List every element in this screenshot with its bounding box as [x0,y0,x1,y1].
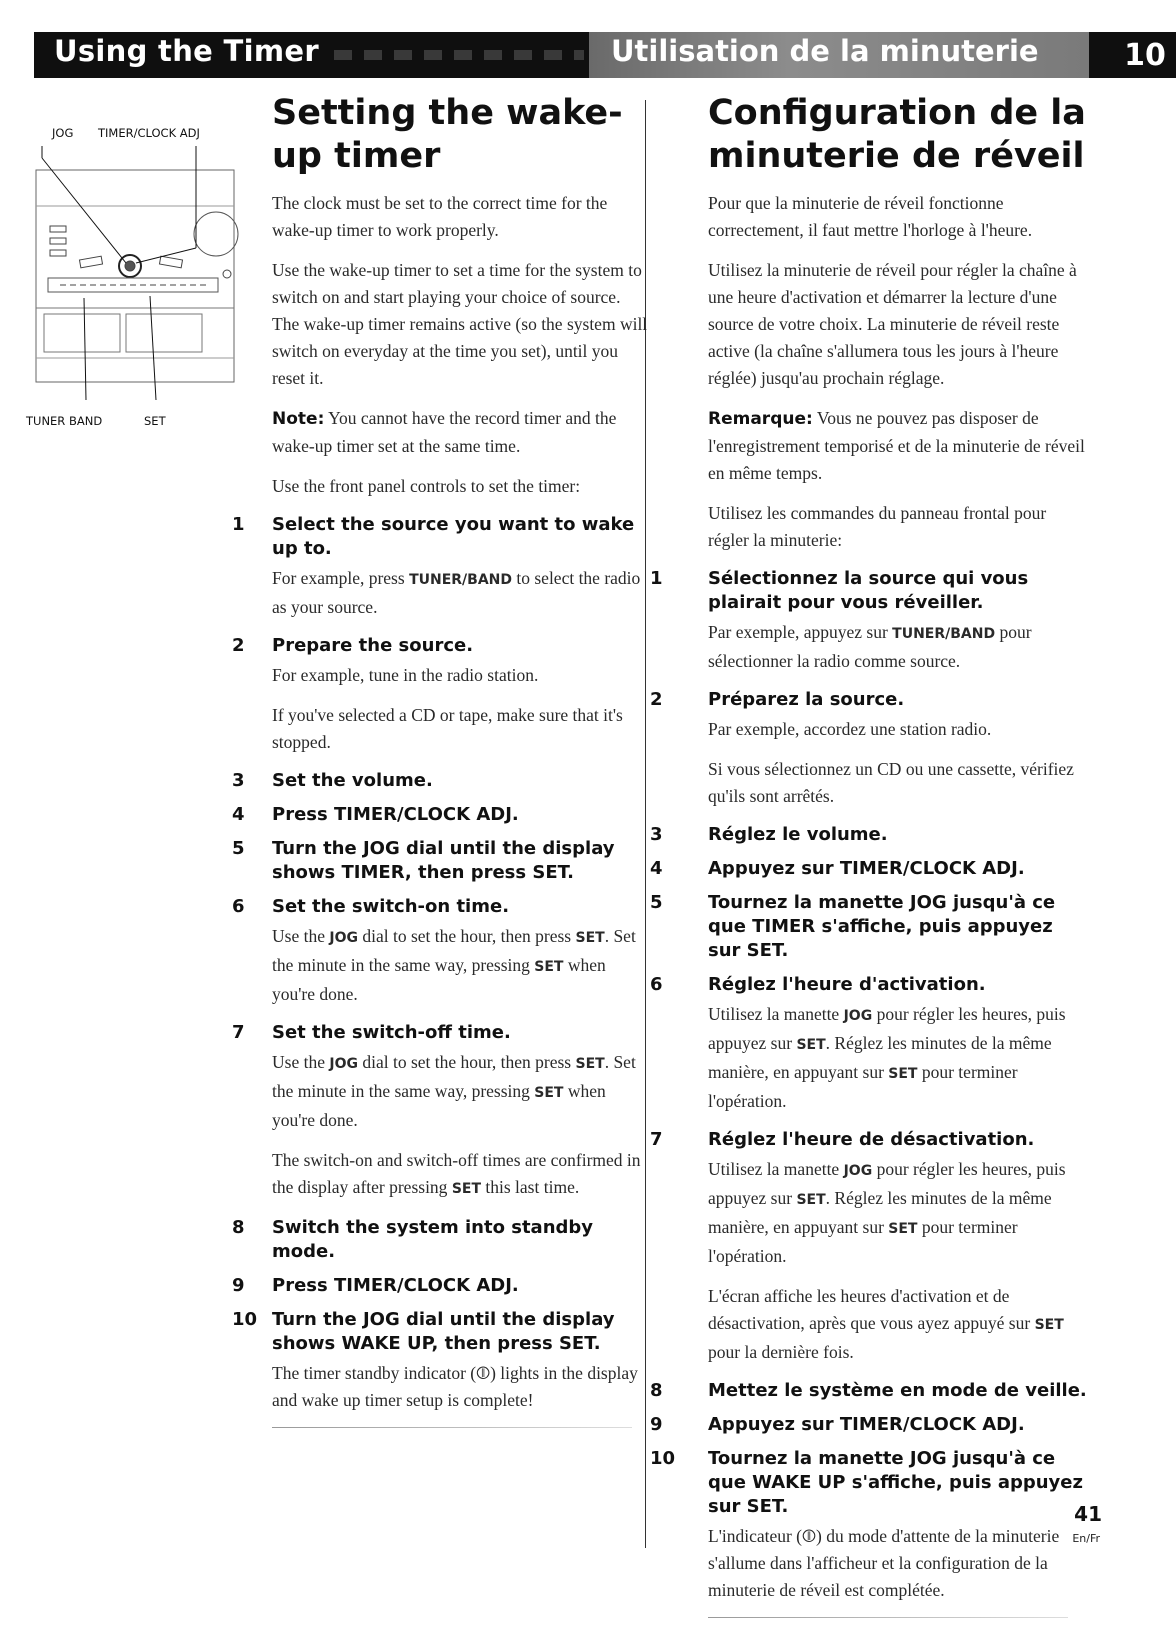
step-body: L'indicateur (⦷) du mode d'attente de la minuterie s'allume dans l'afficheur et la configuration de la minuterie de réveil est complétée. [708,1526,1060,1600]
step-title: Appuyez sur TIMER/CLOCK ADJ. [708,1414,1025,1435]
step-number: 1 [232,514,245,535]
step-title: Tournez la manette JOG jusqu'à ce que TIMER s'affiche, puis appuyez sur SET. [708,892,1056,961]
header-banner [34,32,1166,78]
step-number: 6 [232,896,245,917]
device-diagram [20,118,250,448]
step-title: Turn the JOG dial until the display shows WAKE UP, then press SET. [272,1309,615,1354]
step-number: 9 [650,1414,663,1435]
note-paragraph [272,405,650,460]
step-body: For example, press TUNER/BAND to select the radio as your source. [272,568,641,617]
french-column [650,92,1090,1618]
step-title: Select the source you want to wake up to. [272,514,635,559]
step-body: Use the JOG dial to set the hour, then press SET. Set the minute in the same way, pressing SET when you're done. [272,1052,636,1130]
step-4 [232,803,650,827]
step-title: Press TIMER/CLOCK ADJ. [272,1275,519,1296]
intro-paragraph: Pour que la minuterie de réveil fonctionne correctement, il faut mettre l'horloge à l'heure. [708,193,1033,240]
step-body: Si vous sélectionnez un CD ou une cassette, vérifiez qu'ils sont arrêtés. [708,759,1074,806]
step-8 [650,1379,1090,1403]
end-rule [272,1427,632,1428]
step-number: 3 [232,770,245,791]
end-rule [708,1617,1068,1618]
english-column [232,92,650,1428]
step-body: Par exemple, accordez une station radio. [708,719,992,739]
step-number: 2 [650,689,663,710]
header-title-en: Using the Timer [54,34,319,68]
step-title: Réglez l'heure de désactivation. [708,1129,1035,1150]
step-7 [232,1021,650,1203]
step-9 [232,1274,650,1298]
label-set: SET [144,414,166,428]
step-number: 1 [650,568,663,589]
label-jog: JOG [52,126,74,140]
timer-standby-icon: ⦷ [476,1363,491,1383]
step-6 [232,895,650,1008]
step-title: Appuyez sur TIMER/CLOCK ADJ. [708,858,1025,879]
step-title: Réglez l'heure d'activation. [708,974,986,995]
front-panel-paragraph: Utilisez les commandes du panneau frontal pour régler la minuterie: [708,503,1047,550]
note-text: You cannot have the record timer and the wake-up timer set at the same time. [272,408,617,456]
step-number: 5 [650,892,663,913]
step-title: Set the switch-on time. [272,896,510,917]
step-title: Turn the JOG dial until the display shows TIMER, then press SET. [272,838,615,883]
intro-paragraph: The clock must be set to the correct time for the wake-up timer to work properly. [272,193,608,240]
step-number: 3 [650,824,663,845]
header-title-fr: Utilisation de la minuterie [611,34,1039,68]
intro-paragraph: Utilisez la minuterie de réveil pour régler la chaîne à une heure d'activation et démarrer la lecture d'une source de votre choix. La minuterie de réveil reste active (la chaîne s'allumera tous les jours à l'heure réglée) jusqu'au prochain réglage. [708,260,1077,388]
step-number: 4 [232,804,245,825]
step-number: 10 [650,1448,676,1469]
step-title: Switch the system into standby mode. [272,1217,594,1262]
intro-paragraph: Use the wake-up timer to set a time for the system to switch on and start playing your choice of source. The wake-up timer remains active (so the system will switch on everyday at the time you set), until you reset it. [272,260,648,388]
step-title: Sélectionnez la source qui vous plairait pour vous réveiller. [708,568,1029,613]
step-body: For example, tune in the radio station. [272,665,539,685]
step-title: Mettez le système en mode de veille. [708,1380,1087,1401]
step-number: 2 [232,635,245,656]
step-number: 8 [232,1217,245,1238]
label-tuner-band: TUNER BAND [26,414,103,428]
step-1 [232,513,650,621]
step-10 [232,1308,650,1414]
section-title-fr: Configuration de la minuterie de réveil [708,93,1086,176]
step-title: Press TIMER/CLOCK ADJ. [272,804,519,825]
step-number: 7 [650,1129,663,1150]
step-6 [650,973,1090,1115]
note-label: Remarque: [708,409,813,429]
step-3 [650,823,1090,847]
page-language: En/Fr [1072,1532,1100,1545]
step-5 [232,837,650,885]
front-panel-paragraph: Use the front panel controls to set the timer: [272,476,581,496]
banner-decoration [334,50,584,60]
step-body: L'écran affiche les heures d'activation et de désactivation, après que vous ayez appuyé sur SET pour la dernière fois. [708,1286,1064,1362]
step-number: 8 [650,1380,663,1401]
step-body: Par exemple, appuyez sur TUNER/BAND pour sélectionner la radio comme source. [708,622,1032,671]
step-number: 9 [232,1275,245,1296]
step-number: 7 [232,1022,245,1043]
note-label: Note: [272,409,325,429]
step-title: Réglez le volume. [708,824,888,845]
step-4 [650,857,1090,881]
step-body: The switch-on and switch-off times are confirmed in the display after pressing SET this last time. [272,1150,641,1197]
step-number: 6 [650,974,663,995]
step-title: Set the switch-off time. [272,1022,511,1043]
page-number: 41 [1074,1502,1102,1526]
step-1 [650,567,1090,675]
label-timer-clock-adj: TIMER/CLOCK ADJ [98,126,200,140]
step-5 [650,891,1090,963]
note-text: Vous ne pouvez pas disposer de l'enregistrement temporisé et de la minuterie de réveil en même temps. [708,408,1085,483]
step-title: Set the volume. [272,770,433,791]
step-2 [232,634,650,756]
step-title: Prepare the source. [272,635,474,656]
step-number: 5 [232,838,245,859]
chapter-number: 10 [1114,32,1176,78]
timer-standby-icon: ⦷ [802,1526,817,1546]
step-body: Utilisez la manette JOG pour régler les heures, puis appuyez sur SET. Réglez les minutes de la même manière, en appuyant sur SET pour terminer l'opération. [708,1004,1066,1111]
step-number: 10 [232,1309,258,1330]
step-number: 4 [650,858,663,879]
step-2 [650,688,1090,810]
step-body: Use the JOG dial to set the hour, then press SET. Set the minute in the same way, pressing SET when you're done. [272,926,636,1004]
step-8 [232,1216,650,1264]
step-title: Préparez la source. [708,689,905,710]
step-body: Utilisez la manette JOG pour régler les heures, puis appuyez sur SET. Réglez les minutes de la même manière, en appuyant sur SET pour terminer l'opération. [708,1159,1066,1266]
step-title: Tournez la manette JOG jusqu'à ce que WAKE UP s'affiche, puis appuyez sur SET. [708,1448,1083,1517]
stereo-front-panel-illustration [20,118,250,448]
step-10 [650,1447,1090,1604]
step-7 [650,1128,1090,1366]
step-body: If you've selected a CD or tape, make sure that it's stopped. [272,705,623,752]
step-9 [650,1413,1090,1437]
section-title-en: Setting the wake-up timer [272,93,623,176]
note-paragraph [708,405,1090,487]
step-body: The timer standby indicator (⦷) lights in the display and wake up timer setup is complete! [272,1363,638,1410]
step-3 [232,769,650,793]
